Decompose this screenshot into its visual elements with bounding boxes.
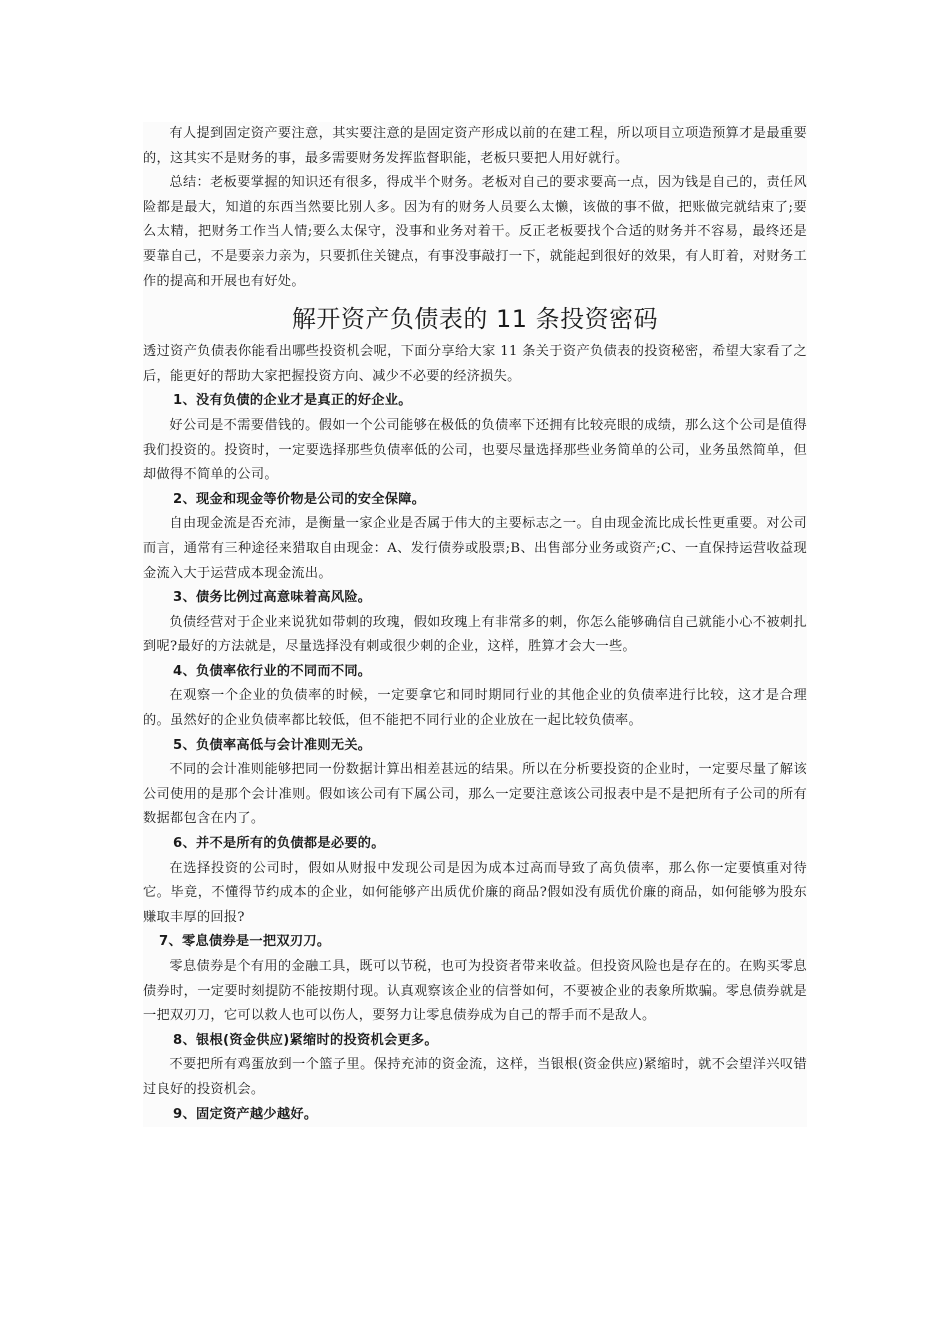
- article-title: 解开资产负债表的 11 条投资密码: [291, 305, 659, 334]
- section-heading-6: 6、并不是所有的负债都是必要的。: [173, 836, 385, 852]
- section-body-7: 零息债券是个有用的金融工具，既可以节税，也可为投资者带来收益。但投资风险也是存在的。在购买零息债券时，一定要时刻提防不能按期付现。认真观察该企业的信誉如何，不要被企业的表象所欺骗。零息债券就是一把双刃刀，它可以救人也可以伤人，要努力让零息债券成为自己的帮手而不是敌人。: [143, 959, 807, 1024]
- section-heading-5: 5、负债率高低与会计准则无关。: [173, 737, 372, 753]
- section-body-3: 负债经营对于企业来说犹如带刺的玫瑰，假如玫瑰上有非常多的刺，你怎么能够确信自己就能小心不被刺扎到呢?最好的方法就是，尽量选择没有刺或很少刺的企业，这样，胜算才会大一些。: [143, 614, 807, 655]
- section-heading-1: 1、没有负债的企业才是真正的好企业。: [173, 393, 412, 409]
- section-body-6: 在选择投资的公司时，假如从财报中发现公司是因为成本过高而导致了高负债率，那么你一定要慎重对待它。毕竟，不懂得节约成本的企业，如何能够产出质优价廉的商品?假如没有质优价廉的商品，如何能够为股东赚取丰厚的回报?: [143, 860, 807, 925]
- section-heading-9: 9、固定资产越少越好。: [173, 1106, 318, 1122]
- section-body-1: 好公司是不需要借钱的。假如一个公司能够在极低的负债率下还拥有比较亮眼的成绩，那么这个公司是值得我们投资的。投资时，一定要选择那些负债率低的公司，也要尽量选择那些业务简单的公司，业务虽然简单，但却做得不简单的公司。: [143, 417, 807, 483]
- section-body-2: 自由现金流是否充沛，是衡量一家企业是否属于伟大的主要标志之一。自由现金流比成长性更重要。对公司而言，通常有三种途径来猎取自由现金：A、发行债券或股票;B、出售部分业务或资产;C、一直保持运营收益现金流入大于运营成本现金流出。: [143, 516, 807, 581]
- section-body-8: 不要把所有鸡蛋放到一个篮子里。保持充沛的资金流，这样，当银根(资金供应)紧缩时，就不会望洋兴叹错过良好的投资机会。: [143, 1057, 807, 1097]
- section-body-4: 在观察一个企业的负债率的时候，一定要拿它和同时期同行业的其他企业的负债率进行比较，这才是合理的。虽然好的企业负债率都比较低，但不能把不同行业的企业放在一起比较负债率。: [143, 688, 807, 729]
- document-body: [143, 122, 807, 1127]
- section-heading-8: 8、银根(资金供应)紧缩时的投资机会更多。: [173, 1032, 438, 1048]
- section-heading-7: 7、零息债券是一把双刃刀。: [159, 934, 331, 950]
- article-lead: 透过资产负债表你能看出哪些投资机会呢，下面分享给大家 11 条关于资产负债表的投资秘密，希望大家看了之后，能更好的帮助大家把握投资方向、减少不必要的经济损失。: [143, 344, 807, 384]
- intro-paragraph-2: 总结：老板要掌握的知识还有很多，得成半个财务。老板对自己的要求要高一点，因为钱是自己的，责任风险都是最大，知道的东西当然要比别人多。因为有的财务人员要么太懒，该做的事不做，把账做完就结束了;要么太精，把财务工作当人情;要么太保守，没事和业务对着干。反正老板要找个合适的财务并不容易，最终还是要靠自己，不是要亲力亲为，只要抓住关键点，有事没事敲打一下，就能起到很好的效果，有人盯着，对财务工作的提高和开展也有好处。: [143, 175, 807, 289]
- section-heading-2: 2、现金和现金等价物是公司的安全保障。: [173, 491, 426, 507]
- intro-paragraph-1: 有人提到固定资产要注意，其实要注意的是固定资产形成以前的在建工程，所以项目立项造预算才是最重要的，这其实不是财务的事，最多需要财务发挥监督职能，老板只要把人用好就行。: [143, 126, 807, 166]
- section-heading-4: 4、负债率依行业的不同而不同。: [173, 663, 372, 679]
- section-heading-3: 3、债务比例过高意味着高风险。: [173, 590, 372, 606]
- section-body-5: 不同的会计准则能够把同一份数据计算出相差甚远的结果。所以在分析要投资的企业时，一定要尽量了解该公司使用的是那个会计准则。假如该公司有下属公司，那么一定要注意该公司报表中是不是把所有子公司的所有数据都包含在内了。: [143, 762, 807, 827]
